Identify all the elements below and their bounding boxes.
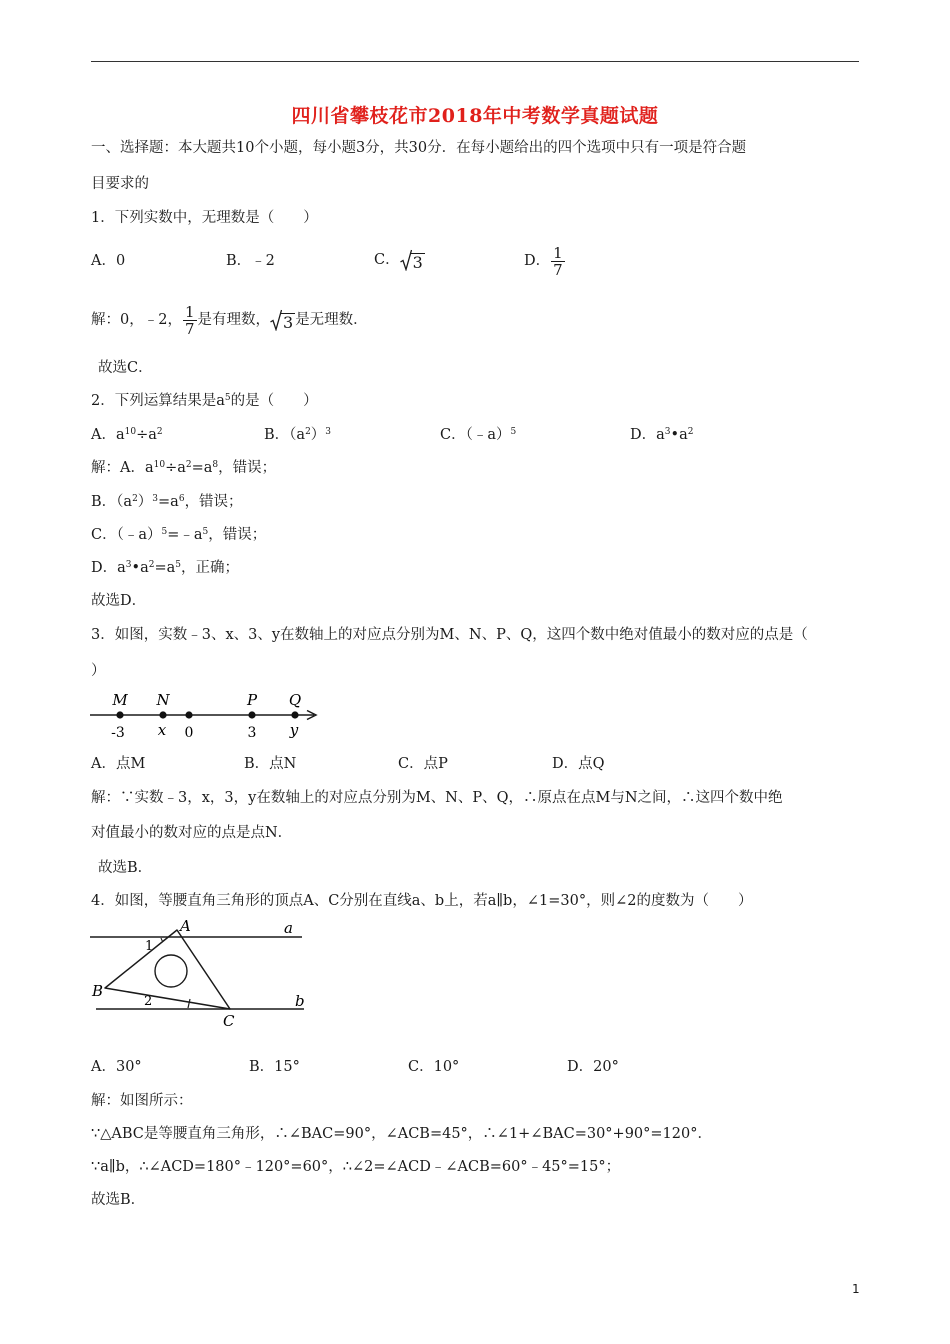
point-m-dot: [116, 711, 123, 718]
q2-sol-a-s2: 2: [185, 460, 192, 470]
label-line-b: b: [295, 992, 305, 1010]
q2-opt-d-sup2: 2: [687, 427, 694, 437]
q3-option-a: A．点M: [91, 756, 146, 772]
fraction: [551, 245, 565, 278]
q2-opt-c-text: C．（﹣a）: [440, 427, 511, 443]
q3-option-b: B．点N: [244, 756, 297, 772]
q4-solution-line0: 解：如图所示：: [91, 1093, 193, 1109]
origin-dot: [185, 711, 192, 718]
label-n: N: [156, 691, 170, 709]
inner-circle: [155, 955, 187, 987]
label-angle-2: 2: [144, 994, 153, 1009]
q2-sol-c-p2: =﹣a: [167, 527, 203, 543]
q1-solution-suffix: 是无理数．: [295, 312, 368, 328]
fraction-denominator: 7: [553, 260, 563, 279]
fraction-numerator: 1: [553, 243, 563, 262]
page-title: 四川省攀枝花市2018年中考数学真题试题: [291, 105, 659, 127]
q2-sol-c-p3: ，错误；: [208, 527, 267, 543]
value-p: 3: [247, 725, 257, 741]
q2-opt-c-sup1: 5: [510, 427, 517, 437]
q1-stem: 1．下列实数中，无理数是（ ）: [91, 210, 318, 226]
q1-solution-prefix: 解：0，﹣2，: [91, 312, 182, 328]
q2-sol-d-s1: 3: [125, 560, 132, 570]
q2-solution-c: [91, 525, 266, 545]
label-vertex-a: A: [180, 917, 191, 935]
sqrt-symbol: [270, 309, 295, 331]
q2-sol-d-s3: 5: [175, 560, 181, 570]
q2-opt-b-mid: ）: [310, 427, 326, 443]
q2-answer: 故选D．: [91, 593, 147, 609]
q2-opt-b-sup1: 2: [305, 427, 311, 437]
q2-sol-b-s3: 6: [178, 494, 185, 504]
section-heading-line1: 一、选择题：本大题共10个小题，每小题3分，共30分．在每小题给出的四个选项中只有一项是符合题: [91, 140, 747, 156]
q2-opt-a-text: A．a: [91, 427, 125, 443]
q2-sol-b-s1: 2: [132, 494, 138, 504]
q3-stem-line2: ）: [91, 663, 106, 679]
q2-opt-b-sup2: 3: [325, 427, 332, 437]
label-line-a: a: [284, 919, 293, 937]
q2-sol-b-p2: ）: [137, 494, 153, 510]
value-n: x: [157, 721, 167, 739]
label-p: P: [246, 691, 258, 709]
q2-sol-d-p4: ，正确；: [180, 560, 239, 576]
q2-option-c: [440, 425, 516, 445]
q2-stem: [91, 391, 318, 411]
q4-option-c: C．10°: [408, 1059, 460, 1075]
q2-opt-a-mid: ÷a: [136, 427, 157, 443]
q2-sol-d-s2: 2: [148, 560, 155, 570]
q3-stem-line1: 3．如图，实数﹣3、x、3、y在数轴上的对应点分别为M、N、P、Q，这四个数中绝对值最小的数对应的点是（: [91, 627, 808, 643]
fraction-numerator: 1: [184, 302, 195, 321]
q1-solution-radicand: 3: [283, 313, 294, 332]
point-p-dot: [248, 711, 255, 718]
q4-solution-line2: ∵a∥b，∴∠ACD=180°﹣120°=60°，∴∠2=∠ACD﹣∠ACB=60°﹣45°=15°；: [91, 1159, 621, 1175]
fraction: [183, 304, 197, 337]
q2-sol-d-p3: =a: [154, 560, 176, 576]
q2-sol-d-p2: •a: [131, 560, 149, 576]
q1-option-a: A．0: [91, 253, 126, 269]
q4-option-a: A．30°: [91, 1059, 142, 1075]
value-origin: 0: [184, 725, 194, 741]
point-n-dot: [159, 711, 166, 718]
q2-option-d: [630, 425, 693, 445]
q1-option-c-radicand: 3: [412, 253, 423, 272]
q2-stem-text: 2．下列运算结果是a: [91, 393, 225, 409]
q2-opt-d-text: D．a: [630, 427, 665, 443]
section-heading-line2: 目要求的: [91, 176, 149, 192]
q1-answer: 故选C．: [98, 360, 153, 376]
label-vertex-b: B: [92, 982, 104, 1000]
q3-option-c: C．点P: [398, 756, 448, 772]
q2-sol-b-p4: ，错误；: [184, 494, 243, 510]
q2-opt-a-sup2: 2: [156, 427, 163, 437]
q3-solution-line1: 解：∵实数﹣3，x，3，y在数轴上的对应点分别为M、N、P、Q，∴原点在点M与N之间，∴这四个数中绝: [91, 790, 783, 806]
q2-sol-b-p1: B．（a: [91, 494, 133, 510]
q2-sol-c-s1: 5: [161, 527, 168, 537]
q2-opt-d-sup1: 3: [664, 427, 671, 437]
q2-sol-c-p1: C．（﹣a）: [91, 527, 162, 543]
q3-answer: 故选B．: [98, 860, 153, 876]
q2-solution-a: [91, 458, 276, 478]
q1-solution: [91, 302, 368, 338]
triangle-abc: [105, 930, 230, 1009]
value-q: y: [289, 721, 299, 739]
q3-option-d: D．点Q: [552, 756, 605, 772]
header-rule: [91, 61, 859, 62]
q2-sol-b-p3: =a: [158, 494, 179, 510]
q2-sol-a-p2: ÷a: [165, 460, 186, 476]
q2-sol-d-p1: D．a: [91, 560, 126, 576]
q2-sol-a-p3: =a: [191, 460, 213, 476]
sqrt-symbol: [400, 249, 425, 271]
q2-stem-text-end: 的是（ ）: [230, 393, 318, 409]
q4-stem: 4．如图，等腰直角三角形的顶点A、C分别在直线a、b上，若a∥b，∠1=30°，则∠2的度数为（ ）: [91, 893, 753, 909]
q2-opt-b-text: B．（a: [264, 427, 306, 443]
q2-option-b: [264, 425, 331, 445]
q2-sol-c-s2: 5: [202, 527, 209, 537]
angle-1-arc: [161, 938, 163, 942]
page-number: 1: [852, 1282, 860, 1296]
q4-option-b: B．15°: [249, 1059, 300, 1075]
q1-option-d-label: D．: [524, 253, 551, 269]
q1-option-b: B．﹣2: [226, 253, 275, 269]
number-line-figure: [88, 686, 328, 742]
point-q-dot: [291, 711, 298, 718]
q2-option-a: [91, 425, 163, 445]
q1-option-c-label: C．: [374, 252, 400, 268]
q4-solution-line1: ∵△ABC是等腰直角三角形，∴∠BAC=90°，∠ACB=45°，∴∠1+∠BAC=30°+90°=120°．: [91, 1126, 712, 1142]
q1-option-d: [524, 243, 566, 279]
q3-solution-line2: 对值最小的数对应的点是点N．: [91, 825, 293, 841]
q2-sol-a-p1: 解：A．a: [91, 460, 154, 476]
q1-option-c: [374, 246, 425, 274]
q2-stem-sup: 5: [224, 393, 231, 403]
q1-solution-mid: 是有理数，: [197, 312, 270, 328]
q2-sol-a-s1: 10: [153, 460, 166, 470]
q2-opt-a-sup1: 10: [124, 427, 137, 437]
q2-solution-b: [91, 492, 243, 512]
label-vertex-c: C: [223, 1012, 235, 1030]
q4-option-d: D．20°: [567, 1059, 619, 1075]
angle-2-tick: [188, 999, 190, 1008]
value-m: -3: [111, 725, 125, 741]
label-angle-1: 1: [145, 939, 154, 954]
triangle-figure: [88, 916, 310, 1032]
q2-solution-d: [91, 558, 239, 578]
label-q: Q: [288, 691, 302, 709]
label-m: M: [112, 691, 128, 709]
q2-sol-a-s3: 8: [212, 460, 219, 470]
q2-sol-a-p4: ，错误；: [218, 460, 277, 476]
q2-sol-b-s2: 3: [152, 494, 159, 504]
q4-answer: 故选B．: [91, 1192, 146, 1208]
q2-opt-d-mid: •a: [670, 427, 688, 443]
fraction-denominator: 7: [184, 319, 195, 338]
